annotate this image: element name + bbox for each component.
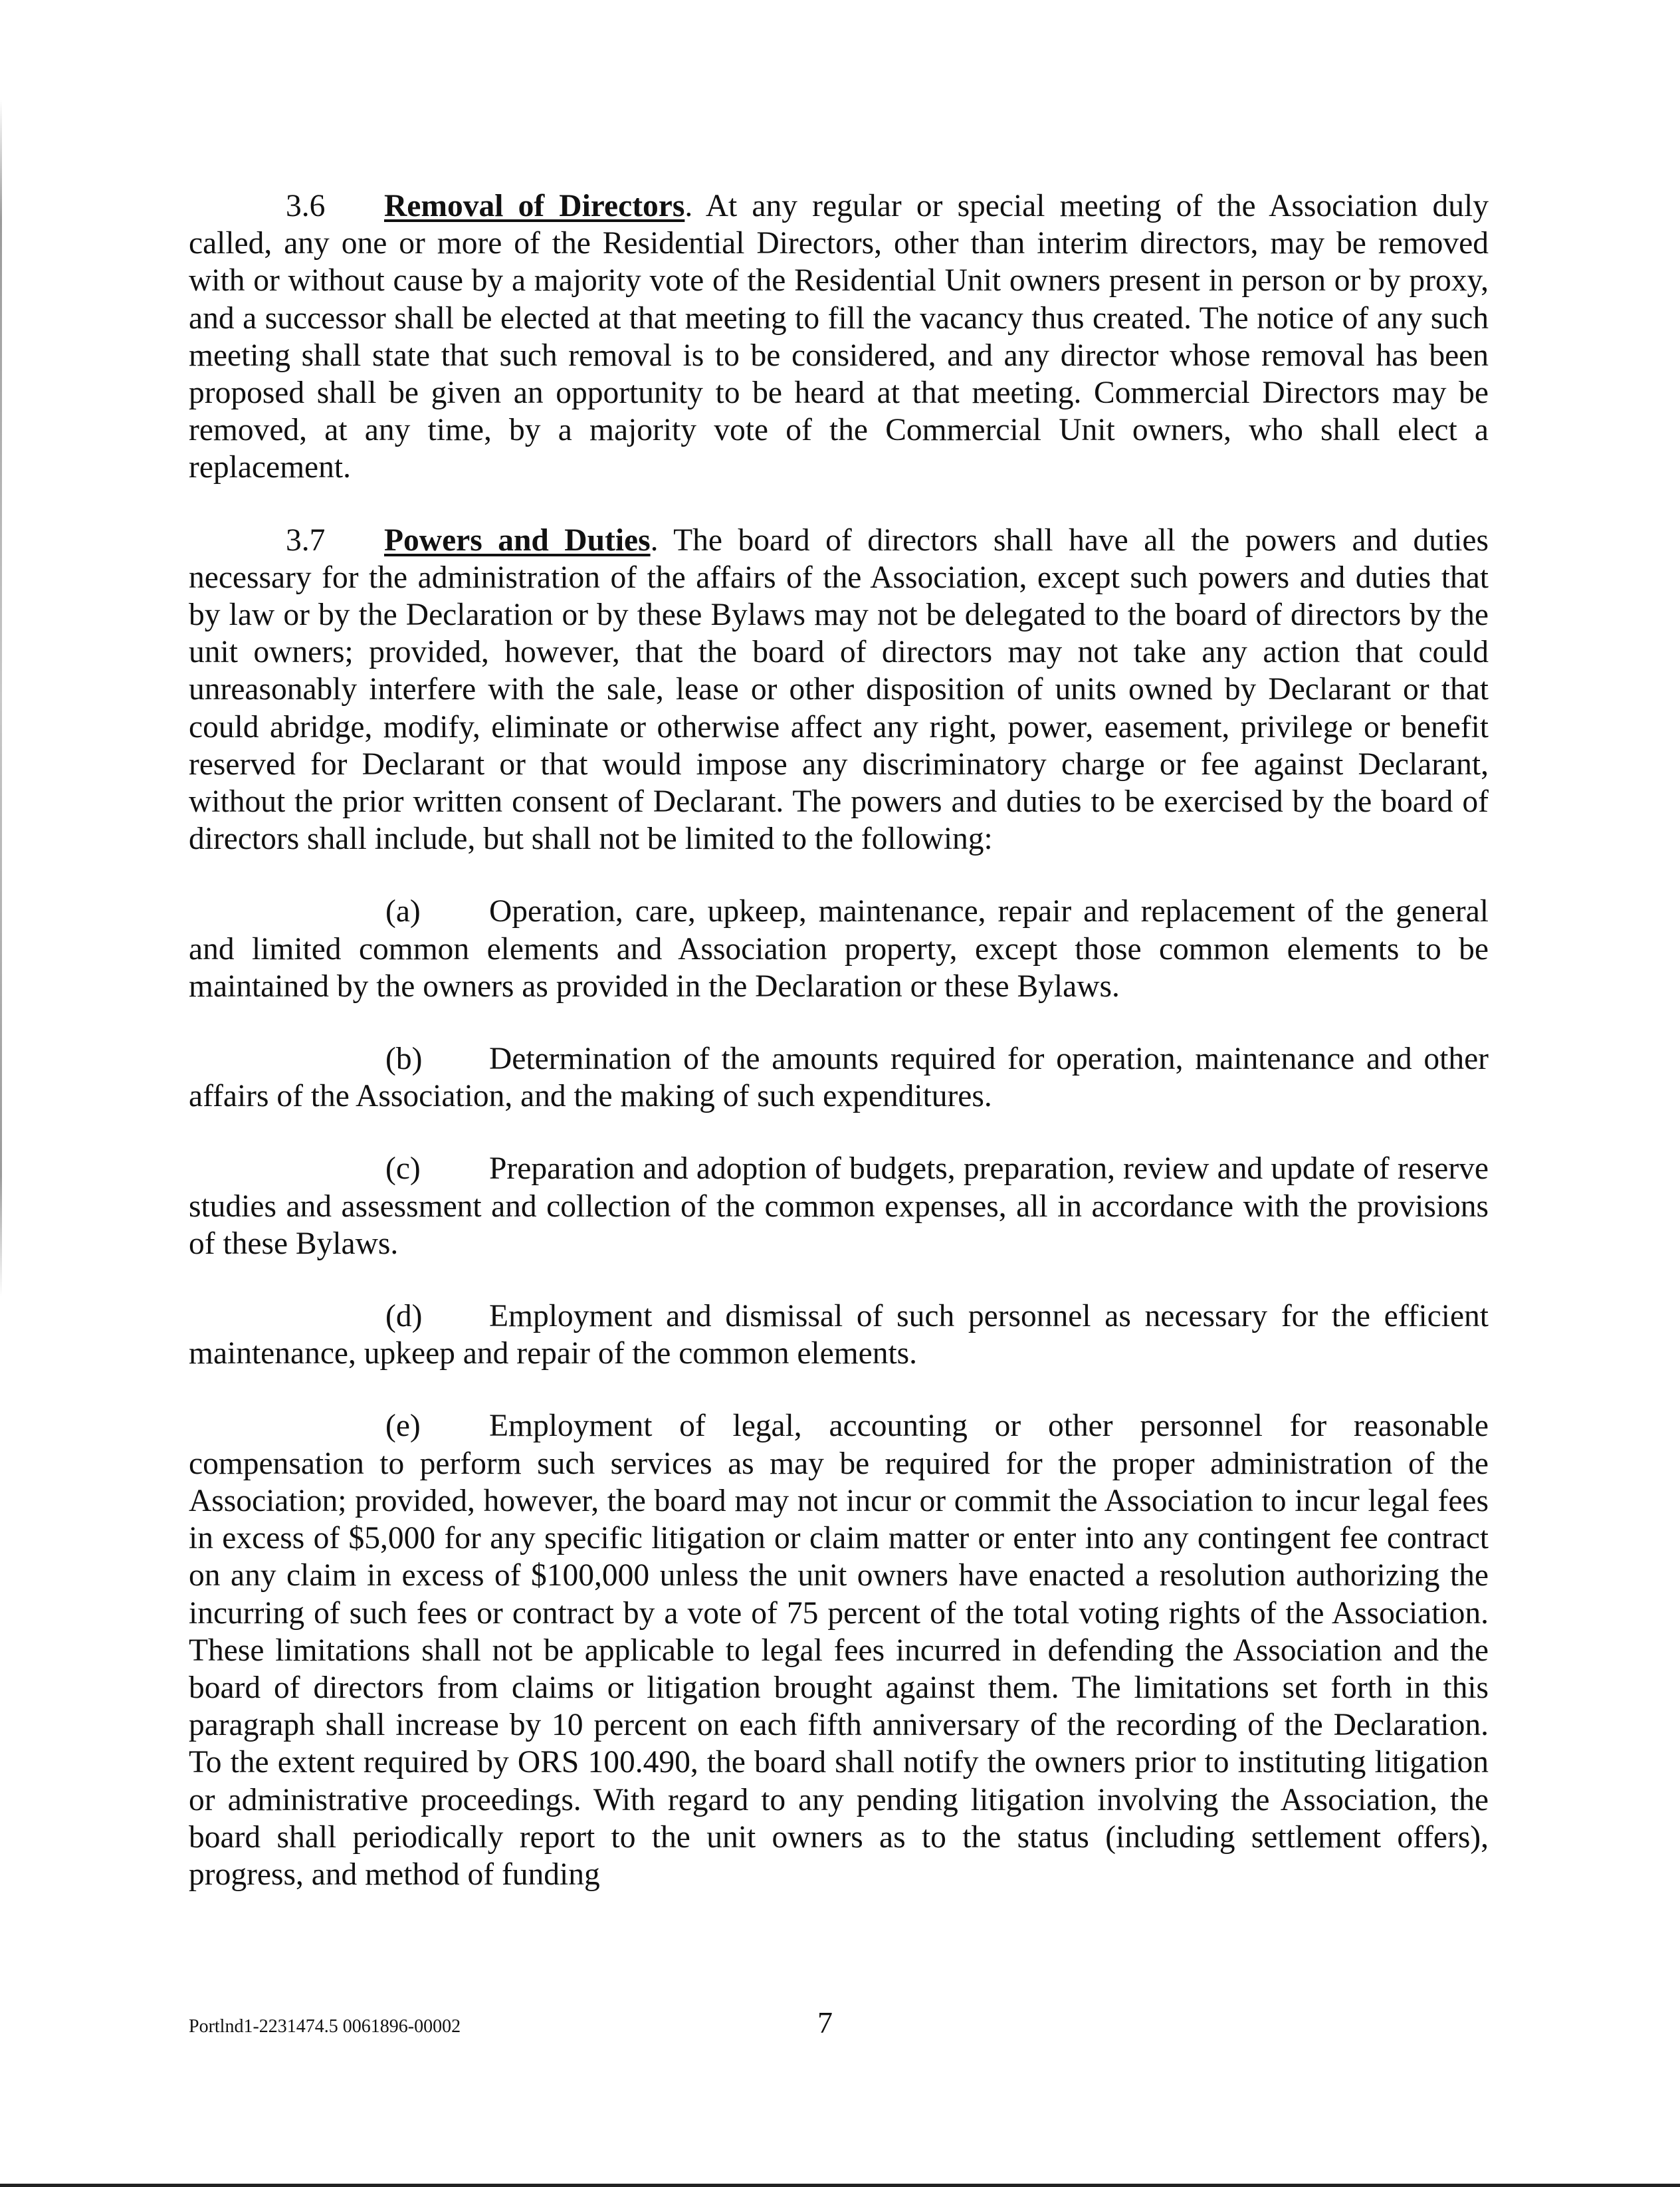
subitem-text: Employment of legal, accounting or other personnel for reasonable compensation to perform such services as may be required for the proper administration of the Association; provided, however, the board may not incur or commit the Association to incur legal fees in excess of $5,000 for any specific litigation or claim matter or enter into any contingent fee contract on any claim in excess of $100,000 unless the unit owners have enacted a resolution authorizing the incurring of such fees or contract by a vote of 75 percent of the total voting rights of the Association. These limitations shall not be applicable to legal fees incurred in defending the Association and the board of directors from claims or litigation brought against them. The limitations set forth in this paragraph shall increase by 10 percent on each fifth anniversary of the recording of the Declaration. To the extent required by ORS 100.490, the board shall notify the owners prior to instituting litigation or administrative proceedings. With regard to any pending litigation involving the Association, the board shall periodically report to the unit owners as to the status (including settlement offers), progress, and method of funding [189, 1409, 1489, 1892]
subitem-b [189, 1040, 1489, 1115]
subitem-e [189, 1407, 1489, 1893]
scan-left-edge [0, 100, 2, 1296]
section-3-6 [189, 187, 1489, 487]
section-text: . The board of directors shall have all the powers and duties necessary for the administration of the affairs of the Association, except such powers and duties that by law or by the Declaration or by these Bylaws may not be delegated to the board of directors by the unit owners; provided, however, that the board of directors may not take any action that could unreasonably interfere with the sale, lease or other disposition of units owned by Declarant or that could abridge, modify, eliminate or otherwise affect any right, power, easement, privilege or benefit reserved for Declarant or that would impose any discriminatory charge or fee against Declarant, without the prior written consent of Declarant. The powers and duties to be exercised by the board of directors shall include, but shall not be limited to the following: [189, 522, 1489, 857]
section-title: Removal of Directors [384, 189, 685, 223]
section-text: . At any regular or special meeting of the Association duly called, any one or more of the Residential Directors, other than interim directors, may be removed with or without cause by a majority vote of the Residential Unit owners present in person or by proxy, and a successor shall be elected at that meeting to fill the vacancy thus created. The notice of any such meeting shall state that such removal is to be considered, and any director whose removal has been proposed shall be given an opportunity to be heard at that meeting. Commercial Directors may be removed, at any time, by a majority vote of the Commercial Unit owners, who shall elect a replacement. [189, 189, 1489, 485]
section-number: 3.7 [286, 522, 326, 558]
subitem-label: (d) [385, 1299, 423, 1334]
subitem-text: Employment and dismissal of such personnel as necessary for the efficient maintenance, upkeep and repair of the common elements. [189, 1299, 1489, 1371]
subitem-label: (a) [385, 894, 421, 929]
subitem-label: (e) [385, 1409, 421, 1444]
section-title: Powers and Duties [384, 522, 651, 558]
page-number: 7 [817, 2006, 833, 2039]
subitem-label: (b) [385, 1042, 423, 1077]
subitem-text: Determination of the amounts required for operation, maintenance and other affairs of the Association, and the making of such expenditures. [189, 1042, 1489, 1114]
subitem-d [189, 1298, 1489, 1372]
document-body [189, 187, 1489, 1928]
section-number: 3.6 [286, 189, 326, 223]
subitem-c [189, 1150, 1489, 1262]
subitem-label: (c) [385, 1151, 421, 1187]
subitem-a [189, 893, 1489, 1005]
footer-document-id: Portlnd1-2231474.5 0061896-00002 [189, 2016, 461, 2037]
subitem-text: Operation, care, upkeep, maintenance, repair and replacement of the general and limited common elements and Association property, except those common elements to be maintained by the owners as provided in the Declaration or these Bylaws. [189, 894, 1489, 1004]
scan-bottom-edge [0, 2184, 1680, 2187]
subitem-text: Preparation and adoption of budgets, preparation, review and update of reserve studies and assessment and collection of the common expenses, all in accordance with the provisions of these Bylaws. [189, 1151, 1489, 1261]
section-3-7 [189, 522, 1489, 858]
